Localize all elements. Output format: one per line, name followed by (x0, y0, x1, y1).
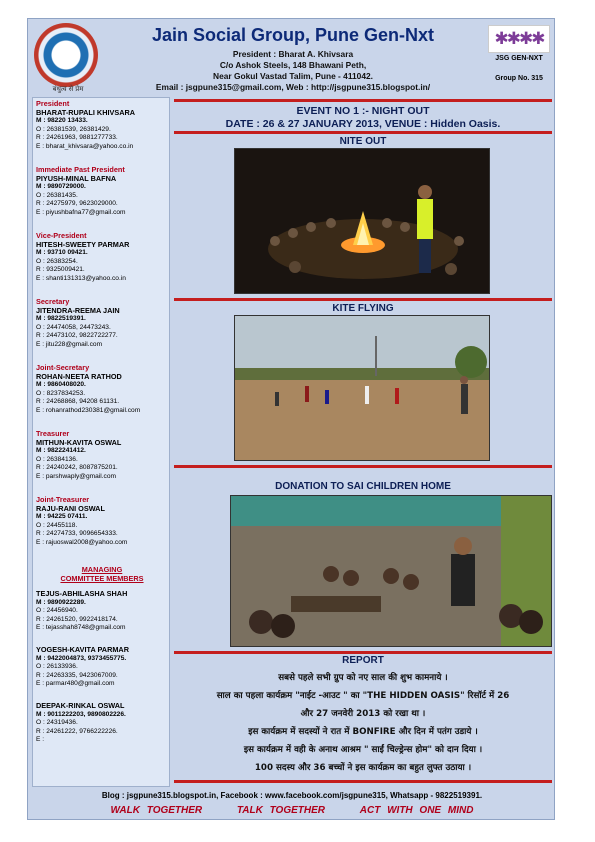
member-mobile: M : 9822519391. (36, 315, 86, 323)
event-date-venue: DATE : 26 & 27 JANUARY 2013, VENUE : Hidden Oasis. (225, 118, 501, 130)
member-email: E : jitu228@gmail.com (36, 340, 103, 348)
member-name: TEJUS-ABHILASHA SHAH (36, 589, 128, 598)
committee-member (36, 430, 170, 482)
gen-nxt-logo-text: JSG GEN-NXT (495, 55, 543, 62)
tagline-act: ACT WITH ONE MIND (359, 805, 474, 816)
member-name: MITHUN-KAVITA OSWAL (36, 437, 122, 447)
report-heading: REPORT (342, 655, 384, 666)
member-name: JITENDRA-REEMA JAIN (36, 305, 120, 315)
member-name: YOGESH-KAVITA PARMAR (36, 645, 129, 654)
member-email: E : parshwaply@gmail.com (36, 472, 116, 480)
member-mobile: M : 9822241412. (36, 447, 86, 455)
managing-member (36, 590, 170, 633)
member-mobile: M : 93710 09421. (36, 249, 88, 257)
member-email: E : rohanrathod230381@gmail.com (36, 406, 141, 414)
group-number: Group No. 315 (495, 75, 543, 82)
footer-contact: Blog : jsgpune315.blogspot.in, Facebook : www.facebook.com/jsgpune315, Whatsapp - 9822519391. (101, 791, 483, 800)
member-office: O : 26384136. (36, 455, 78, 463)
member-email: E : shanti131313@yahoo.co.in (36, 274, 126, 282)
gen-nxt-logo (488, 25, 550, 89)
header (28, 19, 556, 95)
member-office: O : 24474058, 24473243. (36, 323, 111, 331)
event-report (174, 97, 552, 787)
divider (174, 780, 552, 783)
divider (174, 651, 552, 654)
divider (174, 99, 552, 102)
member-email: E : parmar480@gmail.com (36, 680, 115, 688)
member-office: O : 26381539, 26381429. (36, 125, 111, 133)
motto: बंधुत्व से प्रेम (52, 86, 84, 93)
managing-member (36, 702, 170, 745)
bonfire-scene-image (235, 149, 490, 294)
committee-member (36, 298, 170, 350)
member-role: Vice-President (36, 231, 87, 240)
contact-line: Email : jsgpune315@gmail.com, Web : http://jsgpune315.blogspot.in/ (155, 82, 431, 92)
member-role: President (36, 99, 70, 108)
children-home-scene-image (231, 496, 552, 647)
nite-out-photo (234, 148, 490, 294)
committee-member (36, 166, 170, 218)
tagline-talk: TALK TOGETHER (236, 805, 325, 816)
address-line-2: Near Gokul Vastad Talim, Pune - 411042. (213, 71, 373, 81)
member-email: E : piyushbafna77@gmail.com (36, 208, 126, 216)
president-line: President : Bharat A. Khivsara (232, 49, 354, 59)
member-residence: R : 9325009421. (36, 266, 85, 274)
member-role: Immediate Past President (36, 165, 125, 174)
address-line-1: C/o Ashok Steels, 148 Bhawani Peth, (219, 60, 367, 70)
member-mobile: M : 9422004873, 9373455775. (36, 654, 127, 662)
divider (174, 298, 552, 301)
event-title: EVENT NO 1 :- NIGHT OUT (296, 105, 430, 117)
committee-member (36, 100, 170, 152)
member-role: Treasurer (36, 429, 70, 438)
member-office: O : 24456940. (36, 607, 78, 615)
member-email: E : bharat_khivsara@yahoo.co.in (36, 142, 134, 150)
donation-photo (230, 495, 552, 647)
report-line: और 27 जनवेरी 2013 को रखा था । (300, 709, 426, 719)
member-email: E : rajuoswal2008@yahoo.com (36, 538, 128, 546)
member-mobile: M : 98220 13433. (36, 117, 88, 125)
member-name: ROHAN-NEETA RATHOD (36, 371, 122, 381)
member-residence: R : 24240242, 8087875201. (36, 464, 118, 472)
member-email: E : (36, 736, 45, 744)
member-mobile: M : 9890729000. (36, 183, 86, 191)
member-office: O : 24455118. (36, 521, 78, 529)
committee-member (36, 496, 170, 548)
jsg-logo-text: JSG (54, 47, 77, 59)
member-residence: R : 24275979, 9623029000. (36, 200, 118, 208)
divider (174, 465, 552, 468)
managing-member (36, 646, 170, 689)
committee-member (36, 364, 170, 416)
member-residence: R : 24473102, 9822722277. (36, 332, 118, 340)
member-name: HITESH-SWEETY PARMAR (36, 239, 130, 249)
tagline-walk: WALK TOGETHER (110, 805, 203, 816)
member-mobile: M : 9011222203, 9890802226. (36, 710, 126, 718)
group-title: Jain Social Group, Pune Gen-Nxt (151, 25, 435, 45)
member-name: RAJU-RANI OSWAL (36, 503, 105, 513)
member-email: E : tejasshah8748@gmail.com (36, 624, 126, 632)
member-residence: R : 24263335, 9423067009. (36, 671, 118, 679)
kite-flying-photo (234, 315, 490, 461)
kite-flying-scene-image (235, 316, 490, 461)
member-role: Joint-Treasurer (36, 495, 90, 504)
member-residence: R : 24261222, 9766222226. (36, 727, 118, 735)
managing-committee-heading (36, 566, 168, 583)
member-office: O : 24319436. (36, 719, 78, 727)
member-office: O : 26133936. (36, 663, 78, 671)
member-role: Secretary (36, 297, 70, 306)
managing-heading-line-2: COMMITTEE MEMBERS (60, 573, 144, 583)
member-residence: R : 24274733, 9096654333. (36, 530, 118, 538)
report-line: साल का पहला कार्यक्रम "नाईट -आउट " का "THE HIDDEN OASIS" रिसॉर्ट में 26 (216, 691, 510, 701)
tagline (28, 805, 556, 816)
member-office: O : 26381435. (36, 191, 78, 199)
member-residence: R : 24268868, 94208 61131. (36, 398, 120, 406)
member-mobile: M : 9890922289. (36, 598, 86, 606)
member-role: Joint-Secretary (36, 363, 90, 372)
report-line: इस कार्यक्रम में वही के अनाथ आश्रम " साईं चिल्ड्रेन्स होम" को दान दिया । (243, 745, 483, 755)
managing-heading-line-1: MANAGING (81, 565, 123, 574)
member-mobile: M : 94225 07411. (36, 513, 88, 521)
section-heading-kite-flying: KITE FLYING (332, 303, 394, 314)
committee-member (36, 232, 170, 284)
report-line: सबसे पहले सभी ग्रुप को नए साल की शुभ कामनाये । (278, 673, 448, 683)
section-heading-donation: DONATION TO SAI CHILDREN HOME (275, 481, 451, 492)
newsletter-page (27, 18, 555, 820)
committee-sidebar (32, 97, 170, 787)
member-name: DEEPAK-RINKAL OSWAL (36, 701, 125, 710)
member-office: O : 8237834253. (36, 389, 86, 397)
jsg-logo (34, 23, 98, 87)
report-line: इस कार्यक्रम में सदस्यों ने रात में BONFIRE और दिन में पतंग उडाये । (248, 727, 478, 737)
member-residence: R : 24261520, 9922418174. (36, 615, 118, 623)
member-mobile: M : 9860408020. (36, 381, 86, 389)
people-logo-icon: ✱✱✱✱ (488, 25, 550, 53)
divider (174, 131, 552, 134)
report-line: 100 सदस्य और 36 बच्चों ने इस कार्यक्रम का बहुत लुफ्त उठाया । (254, 763, 472, 773)
section-heading-nite-out: NITE OUT (339, 136, 387, 147)
member-name: PIYUSH-MINAL BAFNA (36, 173, 117, 183)
member-office: O : 26383254. (36, 257, 78, 265)
member-name: BHARAT-RUPALI KHIVSARA (36, 107, 136, 117)
member-residence: R : 24261963, 9881277733. (36, 134, 118, 142)
